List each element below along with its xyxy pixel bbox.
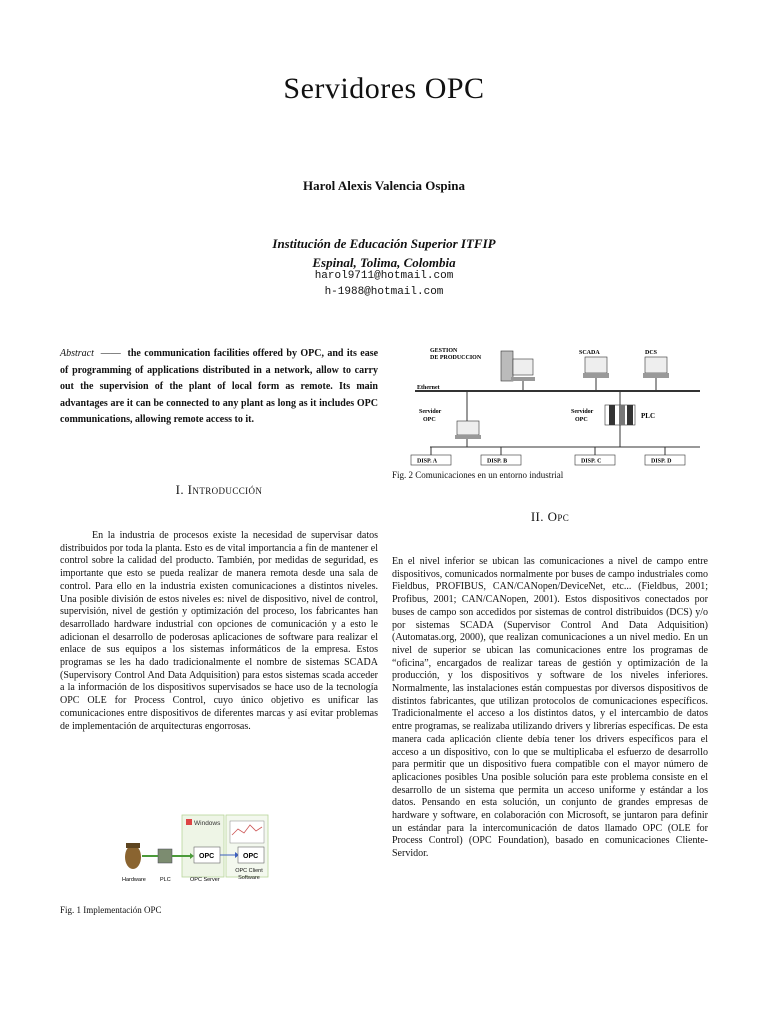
- author-name: Harol Alexis Valencia Ospina: [303, 178, 465, 193]
- left-server-monitor-icon: [457, 421, 479, 435]
- section-2-heading: II. Opc: [530, 509, 570, 524]
- disp-a-label: DISP. A: [417, 458, 438, 465]
- left-server-base-icon: [455, 435, 481, 439]
- windows-label: Windows: [194, 820, 221, 827]
- scada-monitor-icon: [585, 357, 607, 373]
- hardware-valve-icon: [125, 845, 141, 869]
- windows-logo-icon: [186, 819, 192, 825]
- section-2-paragraph: En el nivel inferior se ubican las comunicaciones a nivel de campo entre dispositivos, comunicados normalmente por buses de campo industriales como Fieldbus, PROFIBUS, CAN/CANopen/DeviceNet, etc... (Fieldbus, 2001; Profibus, 2001; CAN/CANopen, 2001). Estos dispositivos conectados por buses de campo son accedidos por sistemas de control distribuidos (DCS) y/o por sistemas SCADA (Supervisor Control And Data Adquisition) (Automatas.org, 2000), que realizan comunicaciones a un nivel medio. En un nivel de superior se ubican las comunicaciones entre los programas de “oficina”, encargados de realizar tareas de gestión y optimización de la producción, y los dispositivos y software de los niveles inferiores. Normalmente, las instalaciones están compuestas por diversos dispositivos de distintos fabricantes, que utilizan protocolos de comunicaciones específicos. Tradicionalmente el acceso a los distintos datos, y el intercambio de datos entre programas, se realizaba utilizando drivers y librerías específicas. De esta manera cada aplicación cliente debía tener los drivers específicos para el acceso a un dispositivo, con lo que se multiplicaba el esfuerzo de desarrollo para permitir que un dispositivo fuera compatible con el mayor número de aplicaciones posibles Una posible solución para este problema consiste en el desarrollo de un sistema que permita un acceso uniforme y estándar a los datos. Pensando en esta solución, un conjunto de grandes empresas de hardware y software, en colaboración con Microsoft, se juntaron para definir un estándar para la intercomunicación de datos llamado OPC (OLE for Process Control) (OPC Foundation), basado en comunicaciones Cliente-Servidor.: [392, 556, 708, 860]
- servidor-right-label-2: OPC: [575, 417, 588, 423]
- production-server-tower-icon: [501, 351, 513, 381]
- servidor-left-label-1: Servidor: [419, 409, 442, 415]
- opc-client-label: OPC Client Software: [235, 868, 263, 881]
- dcs-label: DCS: [645, 350, 658, 356]
- opc-server-box-label: OPC: [199, 853, 215, 860]
- section-1-paragraph: En la industria de procesos existe la necesidad de supervisar datos distribuidos por toda la planta. Esto es de vital importancia a fin de mantener el control sobre la calidad del producto. También, por medidas de seguridad, es importante que esto se pueda realizar de manera remota desde una sala de control. Para ello en la industria existen comunicaciones a distintos niveles. Una posible división de estos niveles es: nivel de dispositivo, nivel de control, supervisión, nivel de gestión y optimización del proceso, los fabricantes han desarrollado hardware industrial con opciones de comunicación y a esto le adicionan el desarrollo de poderosas aplicaciones de software para realizar el enlace de sus equipos a los sistemas informáticos de la empresa. Estos programas se les ha dado tradicionalmente el nombre de sistemas SCADA (Supervisory Control And Data Adquisition) para estos sistemas scada acceder a la información de los dispositivos supervisados se hace uso de la tecnología OPC OLE for Process Control, cuyo único objetivo es unificar las comunicaciones entre dispositivos de diferentes marcas y así evitar problemas de implementación de arquitecturas engorrosas.: [60, 530, 378, 732]
- plc-module-2-icon: [619, 405, 625, 425]
- gestion-label-1: GESTION: [430, 348, 458, 354]
- institution: [0, 234, 768, 272]
- institution-location: Espinal, Tolima, Colombia: [312, 255, 456, 270]
- production-keyboard-icon: [511, 377, 535, 381]
- figure-2-caption: Fig. 2 Comunicaciones en un entorno industrial: [392, 470, 564, 480]
- figure-1-opc-implementation: [118, 805, 282, 897]
- opc-client-label-wrap: [230, 868, 268, 894]
- abstract-text: the communication facilities offered by OPC, and its ease of programming of applications distributed in a network, allow to carry out the supervision of the plant of local form as remote. Its main advantages are it can be connected to any plant as long as it includes OPC communications, allowing remote access to it.: [60, 348, 379, 425]
- abstract: [60, 346, 378, 429]
- ethernet-label: Ethernet: [417, 385, 440, 391]
- plc-label: PLC: [160, 877, 171, 883]
- hardware-label: Hardware: [122, 877, 146, 883]
- abstract-dash: ——: [100, 348, 121, 359]
- section-1-heading: I. Introducción: [175, 482, 263, 497]
- abstract-label: Abstract: [60, 348, 94, 359]
- servidor-left-label-2: OPC: [423, 417, 436, 423]
- disp-b-label: DISP. B: [487, 458, 508, 465]
- scada-label: SCADA: [579, 350, 600, 356]
- hardware-valve-top-icon: [126, 843, 140, 848]
- disp-d-label: DISP. D: [651, 458, 672, 465]
- dcs-monitor-icon: [645, 357, 667, 373]
- gestion-label-2: DE PRODUCCION: [430, 355, 482, 361]
- email-2: h-1988@hotmail.com: [324, 286, 444, 298]
- plc-label: PLC: [641, 412, 655, 420]
- plc-module-3-icon: [627, 405, 633, 425]
- disp-c-label: DISP. C: [581, 458, 602, 465]
- dcs-base-icon: [643, 373, 669, 378]
- production-monitor-icon: [513, 359, 533, 375]
- opc-server-label: OPC Server: [190, 877, 220, 883]
- paper-title: Servidores OPC: [283, 72, 485, 105]
- figure-2-industrial-network: [405, 343, 708, 469]
- servidor-right-label-1: Servidor: [571, 409, 594, 415]
- scada-base-icon: [583, 373, 609, 378]
- email-1: harol9711@hotmail.com: [314, 270, 454, 282]
- figure-1-caption: Fig. 1 Implementación OPC: [60, 905, 162, 915]
- opc-client-box-label: OPC: [243, 853, 259, 860]
- institution-name: Institución de Educación Superior ITFIP: [272, 236, 496, 251]
- plc-module-1-icon: [609, 405, 615, 425]
- author-emails: [0, 268, 768, 300]
- plc-device-icon: [158, 849, 172, 863]
